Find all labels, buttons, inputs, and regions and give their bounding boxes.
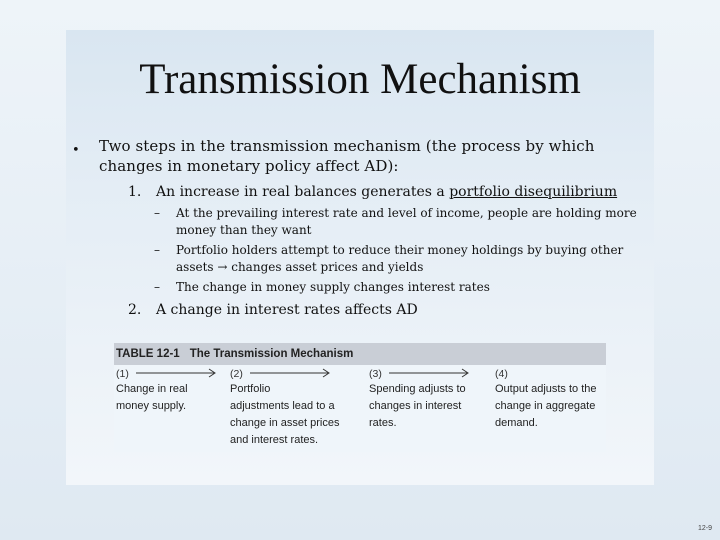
table-step-4 bbox=[495, 367, 605, 451]
step-3-line: rates. bbox=[369, 417, 397, 429]
step-1-line: Change in real bbox=[116, 383, 188, 395]
item-1-text-prefix: An increase in real balances generates a bbox=[156, 184, 450, 200]
sub-item-1: At the prevailing interest rate and level of income, people are holding more money than they want bbox=[176, 206, 637, 237]
step-4-line: demand. bbox=[495, 417, 538, 429]
table-step-1 bbox=[116, 367, 228, 451]
slide-title: Transmission Mechanism bbox=[139, 56, 581, 103]
sub-item-2: Portfolio holders attempt to reduce their money holdings by buying other assets → changes asset prices and yields bbox=[176, 243, 624, 274]
slide-number: 12-9 bbox=[697, 525, 712, 532]
transmission-table bbox=[114, 343, 606, 452]
step-3-line: changes in interest bbox=[369, 400, 462, 412]
item-1-underlined-term: portfolio disequilibrium bbox=[449, 184, 618, 200]
dash-marker: – bbox=[154, 280, 160, 294]
item-2-number: 2. bbox=[128, 302, 142, 318]
arrow-right-icon bbox=[250, 367, 334, 379]
step-4-number: (4) bbox=[495, 368, 508, 380]
dash-marker: – bbox=[154, 206, 160, 220]
step-3-text bbox=[369, 381, 466, 432]
table-caption bbox=[116, 346, 353, 362]
step-2-line: adjustments lead to a bbox=[230, 400, 335, 412]
item-1-number: 1. bbox=[128, 184, 142, 200]
step-3-line: Spending adjusts to bbox=[369, 383, 466, 395]
arrow-right-icon bbox=[136, 367, 220, 379]
main-bullet-text: Two steps in the transmission mechanism (the process by which changes in monetary policy affect AD): bbox=[99, 137, 595, 175]
bullet-marker: • bbox=[72, 143, 80, 158]
step-2-number: (2) bbox=[230, 368, 243, 380]
table-header bbox=[114, 343, 606, 365]
step-4-line: change in aggregate bbox=[495, 400, 596, 412]
step-4-line: Output adjusts to the bbox=[495, 383, 597, 395]
dash-marker: – bbox=[154, 243, 160, 257]
step-3-number: (3) bbox=[369, 368, 382, 380]
table-step-2 bbox=[230, 367, 366, 451]
step-2-line: change in asset prices bbox=[230, 417, 340, 429]
item-1-text bbox=[156, 182, 617, 202]
step-1-line: money supply. bbox=[116, 400, 187, 412]
step-2-text bbox=[230, 381, 339, 449]
step-2-line: and interest rates. bbox=[230, 434, 319, 446]
step-2-line: Portfolio bbox=[230, 383, 271, 395]
sub-item-3: The change in money supply changes interest rates bbox=[176, 280, 490, 294]
table-title: The Transmission Mechanism bbox=[189, 348, 354, 360]
step-1-text bbox=[116, 381, 188, 415]
arrow-right-icon bbox=[389, 367, 473, 379]
step-4-text bbox=[495, 381, 597, 432]
table-label: TABLE 12-1 bbox=[116, 348, 180, 360]
item-2-text: A change in interest rates affects AD bbox=[156, 302, 418, 318]
table-step-3 bbox=[369, 367, 493, 451]
step-1-number: (1) bbox=[116, 368, 129, 380]
